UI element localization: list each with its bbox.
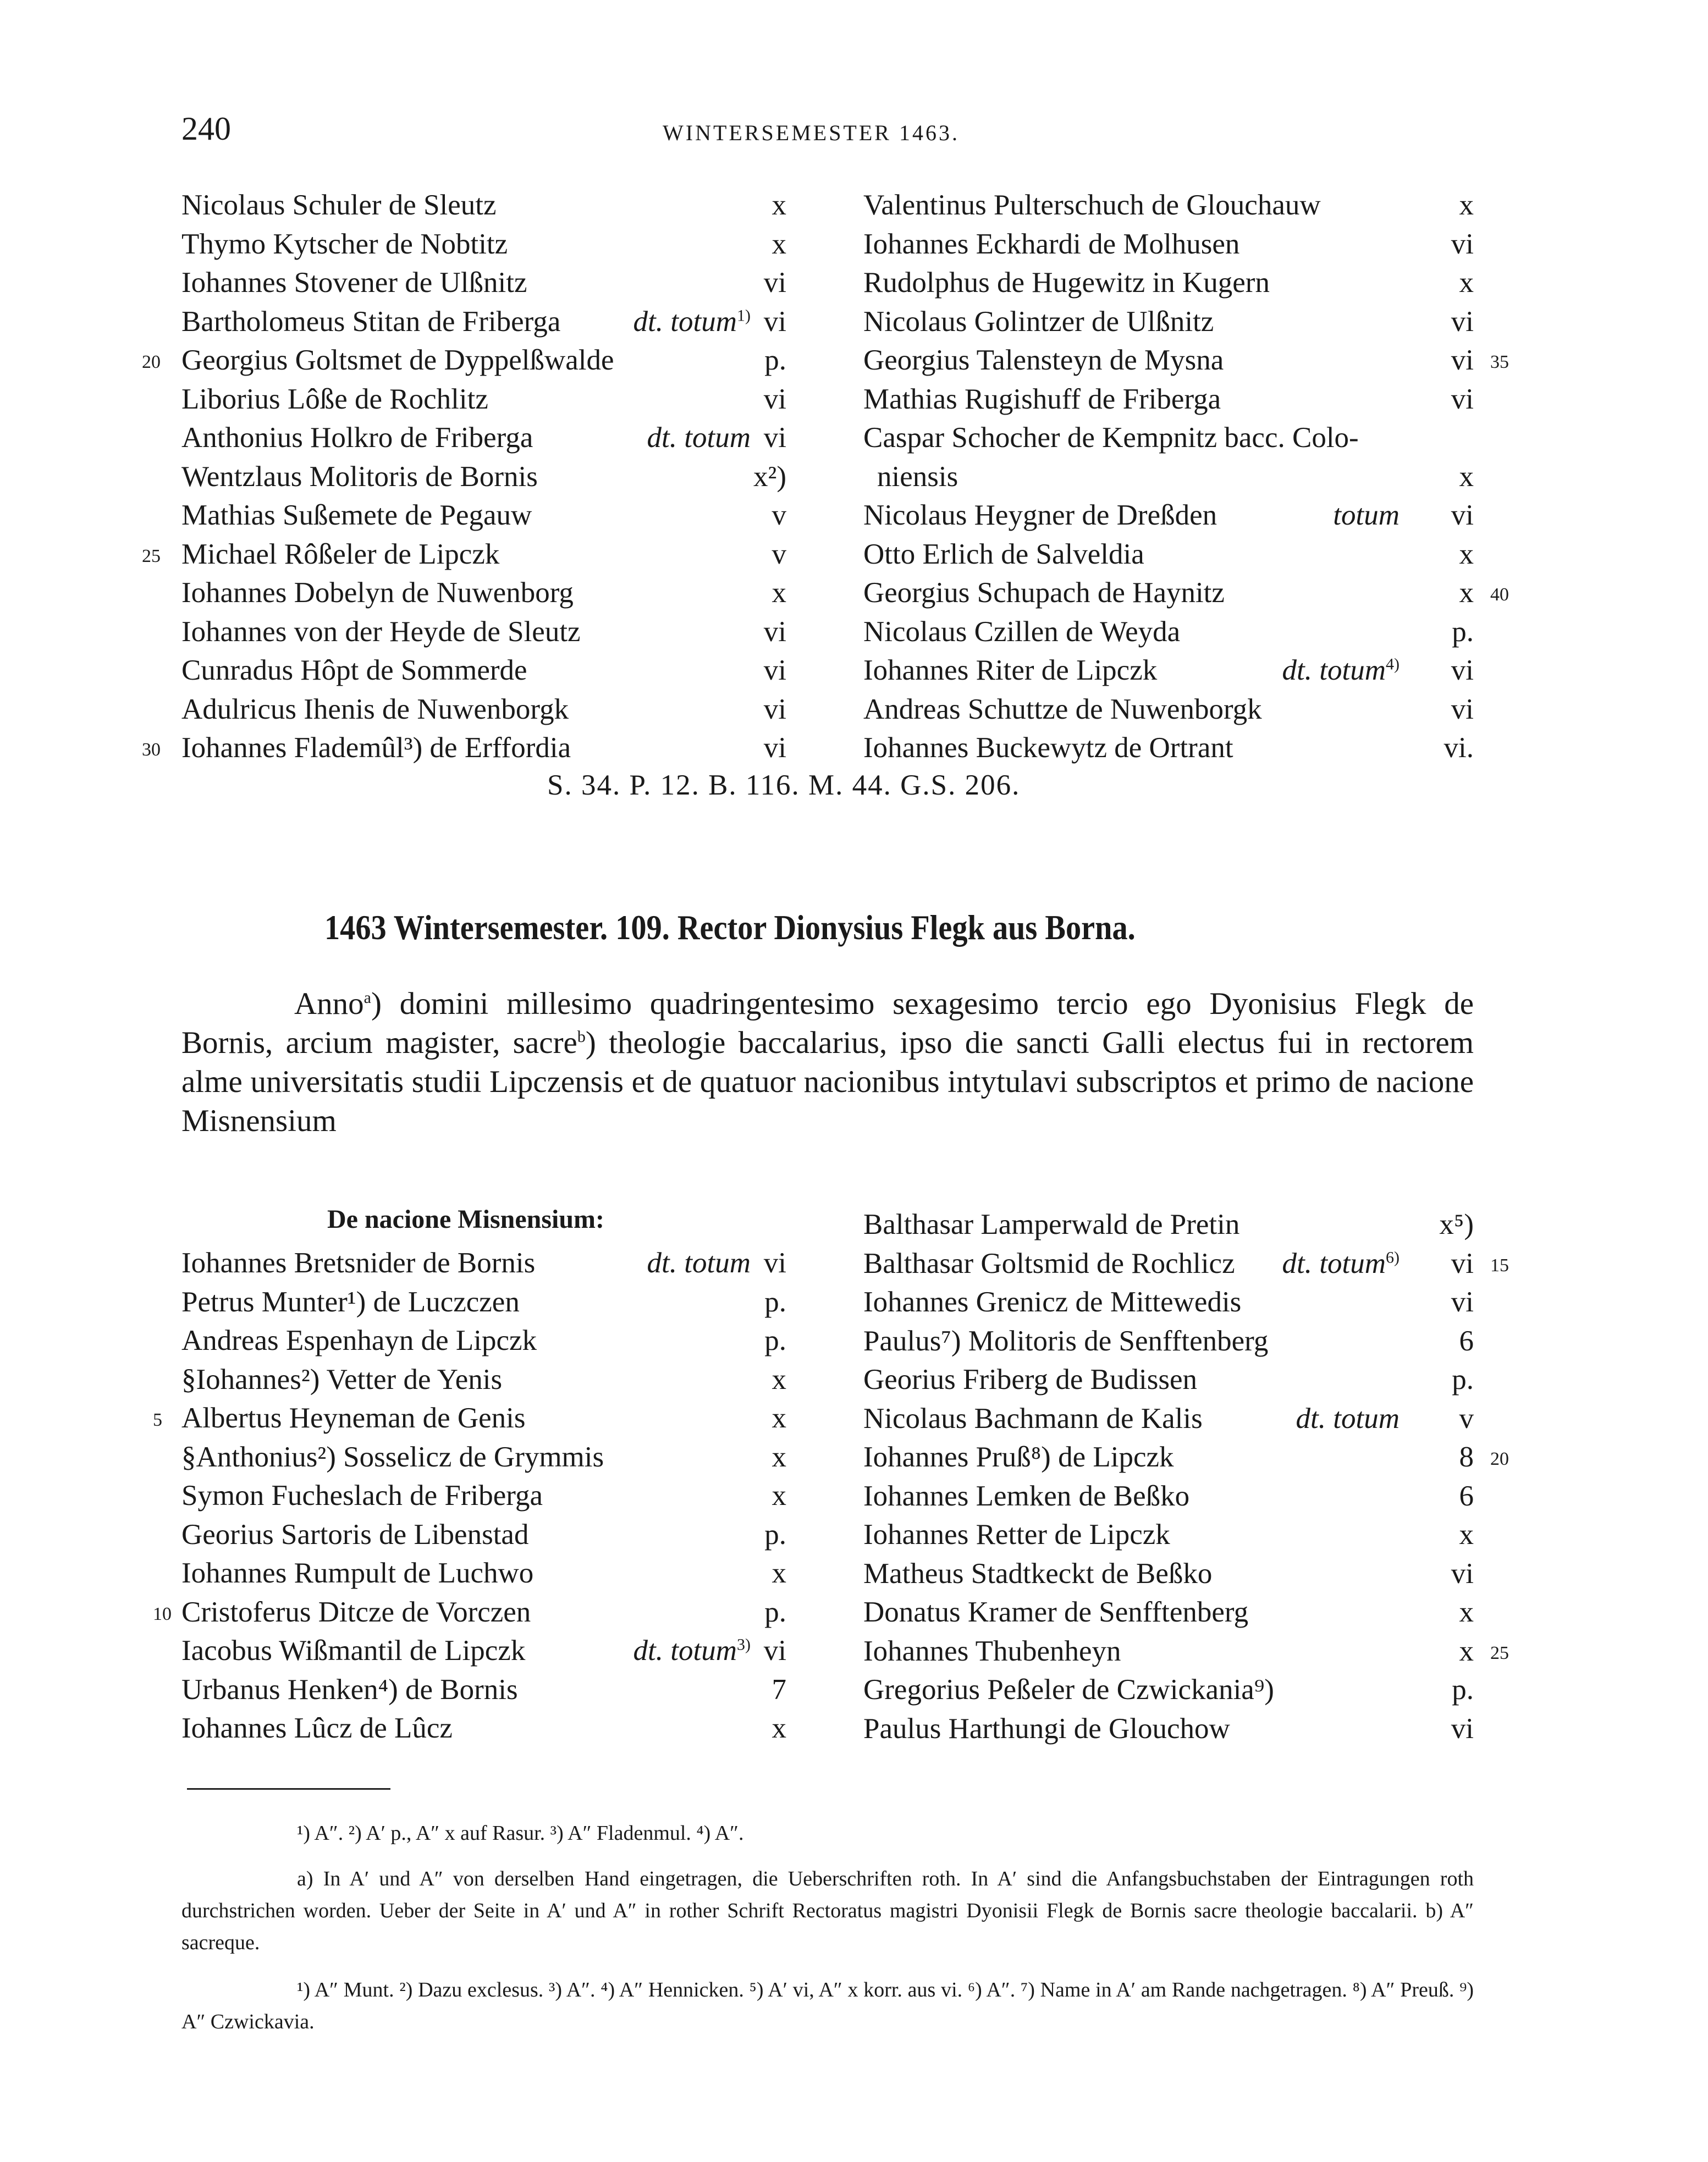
- student-name: Iohannes Pruß⁸) de Lipczk: [863, 1441, 1174, 1473]
- list-item: [181, 341, 786, 379]
- fee-mark: p.: [1452, 1364, 1474, 1396]
- payment-note: dt. totum: [647, 1247, 751, 1279]
- student-name: Nicolaus Schuler de Sleutz: [181, 189, 497, 221]
- student-name: Mathias Sußemete de Pegauw: [181, 499, 532, 531]
- fee-mark: x: [772, 228, 786, 260]
- fee-mark: x: [772, 1480, 786, 1512]
- fee-mark: x: [1459, 1596, 1474, 1628]
- intro-paragraph: Anno$^a$) domini millesimo quadringentesimo sexagesimo tercio ego Dyonisius Flegk de Bornis, arcium magister, sacre$^b$) theologie baccalarius, ipso die sancti Galli electus fui in rectorem alme universitatis studii Lipczensis et de quatuor nacionibus intytulavi subscriptos et primo de nacione Misnensium: [181, 986, 1474, 1138]
- fee-mark: p.: [764, 1518, 786, 1551]
- student-name: Donatus Kramer de Senfftenberg: [863, 1596, 1249, 1628]
- list-item: [181, 1399, 786, 1437]
- student-name: Iohannes von der Heyde de Sleutz: [181, 615, 581, 648]
- fee-mark: 6: [1459, 1480, 1474, 1512]
- line-number: 10: [153, 1603, 172, 1624]
- list-item: [181, 613, 786, 651]
- list-item: [181, 1438, 786, 1476]
- list-item: [181, 263, 786, 302]
- list-item: [863, 1205, 1474, 1244]
- student-name: Iohannes Flademûl³) de Erffordia: [181, 732, 571, 764]
- fee-mark: x: [1459, 460, 1474, 493]
- footnote-rule: [187, 1788, 390, 1790]
- nation-subheading: De nacione Misnensium:: [327, 1205, 604, 1234]
- list-item: [181, 496, 786, 534]
- payment-note: totum: [1333, 499, 1400, 531]
- list-item: [181, 1709, 786, 1747]
- student-name: Petrus Munter¹) de Luczczen: [181, 1286, 520, 1318]
- student-name: Adulricus Ihenis de Nuwenborgk: [181, 693, 569, 725]
- list-item: [863, 263, 1474, 302]
- list-item: [181, 651, 786, 690]
- payment-note: dt. totum$^{1)}$: [633, 305, 751, 338]
- list-item: [863, 457, 1474, 496]
- fee-mark: v: [772, 538, 786, 570]
- fee-mark: x: [1459, 538, 1474, 570]
- line-number: 25: [142, 545, 161, 566]
- list-item: [863, 729, 1474, 767]
- student-name: Georgius Goltsmet de Dyppelßwalde: [181, 344, 614, 376]
- fee-mark: vi.: [1443, 732, 1474, 764]
- list-item: [181, 729, 786, 767]
- fee-mark: vi: [763, 693, 786, 725]
- student-name: Iohannes Dobelyn de Nuwenborg: [181, 577, 574, 609]
- list-item: [181, 1321, 786, 1360]
- student-name: Nicolaus Heygner de Dreßden: [863, 499, 1217, 531]
- list-item: [181, 186, 786, 224]
- student-name: Urbanus Henken⁴) de Bornis: [181, 1673, 518, 1706]
- list-item: [181, 1283, 786, 1321]
- fee-mark: vi: [763, 305, 786, 338]
- student-name: Thymo Kytscher de Nobtitz: [181, 228, 508, 260]
- fee-mark: p.: [764, 344, 786, 376]
- student-name: Paulus⁷) Molitoris de Senfftenberg: [863, 1325, 1269, 1357]
- student-name: Iohannes Eckhardi de Molhusen: [863, 228, 1240, 260]
- student-name: Andreas Schuttze de Nuwenborgk: [863, 693, 1262, 725]
- list-item: [863, 380, 1474, 418]
- student-name: Iohannes Grenicz de Mittewedis: [863, 1286, 1242, 1318]
- fee-mark: vi: [1451, 344, 1474, 376]
- student-name: Caspar Schocher de Kempnitz bacc. Colo-: [863, 422, 1359, 454]
- line-number: 15: [1490, 1255, 1509, 1276]
- student-name: Valentinus Pulterschuch de Glouchauw: [863, 189, 1321, 221]
- line-number: 20: [1490, 1449, 1509, 1469]
- list-item: [863, 225, 1474, 263]
- list-item: [181, 535, 786, 573]
- student-name: Iohannes Lemken de Beßko: [863, 1480, 1190, 1512]
- line-number: 35: [1490, 352, 1509, 372]
- fee-mark: x⁵): [1439, 1209, 1474, 1240]
- list-item: [863, 1477, 1474, 1515]
- fee-mark: vi: [1451, 1557, 1474, 1590]
- student-name: §Iohannes²) Vetter de Yenis: [181, 1363, 503, 1396]
- payment-note: dt. totum$^{4)}$: [1282, 654, 1400, 686]
- fee-mark: vi: [763, 422, 786, 454]
- fee-mark: vi: [763, 1247, 786, 1279]
- fee-mark: vi: [1451, 1247, 1474, 1279]
- list-item: [181, 1476, 786, 1515]
- fee-mark: vi: [1451, 693, 1474, 725]
- fee-mark: vi: [1451, 654, 1474, 686]
- list-item: [863, 613, 1474, 651]
- footnote-block-1: ¹) A″. ²) A′ p., A″ x auf Rasur. ³) A″ Fladenmul. ⁴) A″.: [297, 1822, 744, 1845]
- list-item: [863, 496, 1474, 534]
- line-number: 25: [1490, 1642, 1509, 1663]
- line-number: 5: [153, 1410, 162, 1430]
- list-item: [863, 1283, 1474, 1321]
- section-heading: 1463 Wintersemester. 109. Rector Dionysius Flegk aus Borna.: [324, 908, 1136, 947]
- fee-mark: x: [772, 1363, 786, 1396]
- fee-mark: vi: [763, 732, 786, 764]
- list-item: [181, 1670, 786, 1709]
- fee-mark: x: [1459, 1519, 1474, 1551]
- student-name: Albertus Heyneman de Genis: [181, 1402, 526, 1434]
- student-name: Nicolaus Bachmann de Kalis: [863, 1402, 1203, 1435]
- fee-mark: x: [772, 189, 786, 221]
- student-name: Iohannes Riter de Lipczk: [863, 654, 1158, 686]
- student-name: Nicolaus Golintzer de Ulßnitz: [863, 305, 1214, 338]
- fee-mark: 8: [1459, 1441, 1474, 1473]
- fee-mark: p.: [764, 1596, 786, 1628]
- student-name: Georius Sartoris de Libenstad: [181, 1518, 529, 1551]
- fee-mark: vi: [763, 267, 786, 299]
- fee-mark: vi: [1451, 305, 1474, 338]
- student-name: Symon Fucheslach de Friberga: [181, 1480, 543, 1512]
- list-item: [181, 1554, 786, 1592]
- student-name: Bartholomeus Stitan de Friberga: [181, 305, 561, 338]
- list-item: [863, 1554, 1474, 1593]
- list-item: [181, 225, 786, 263]
- fee-mark: vi: [1451, 1286, 1474, 1318]
- fee-mark: x: [772, 1441, 786, 1473]
- list-item: [863, 1399, 1474, 1438]
- list-item: [863, 1322, 1474, 1360]
- student-name: Balthasar Lamperwald de Pretin: [863, 1209, 1240, 1240]
- list-item: [181, 1593, 786, 1631]
- list-item: [181, 573, 786, 612]
- fee-mark: 7: [772, 1673, 786, 1706]
- list-item: [863, 573, 1474, 612]
- list-item: [181, 690, 786, 729]
- fee-mark: p.: [764, 1286, 786, 1318]
- student-name: Georgius Talensteyn de Mysna: [863, 344, 1224, 376]
- list-item: [863, 690, 1474, 729]
- fee-mark: x: [1459, 577, 1474, 609]
- student-name: Georgius Schupach de Haynitz: [863, 577, 1225, 609]
- student-name: Liborius Lôße de Rochlitz: [181, 383, 488, 415]
- list-item: [181, 380, 786, 418]
- student-name: Mathias Rugishuff de Friberga: [863, 383, 1221, 415]
- fee-mark: x: [772, 1712, 786, 1744]
- fee-mark: x: [772, 1557, 786, 1589]
- list-item: [863, 535, 1474, 573]
- student-name: Anthonius Holkro de Friberga: [181, 422, 533, 454]
- list-item: [863, 1670, 1474, 1709]
- student-name: Matheus Stadtkeckt de Beßko: [863, 1557, 1213, 1590]
- list-item: [863, 302, 1474, 341]
- list-item: [863, 651, 1474, 690]
- fee-mark: vi: [1451, 1712, 1474, 1745]
- student-name: §Anthonius²) Sosselicz de Grymmis: [181, 1441, 604, 1473]
- student-name: Wentzlaus Molitoris de Bornis: [181, 460, 538, 493]
- footnote-block-2: a) In A′ und A″ von derselben Hand eingetragen, die Ueberschriften roth. In A′ sind die Anfangsbuchstaben der Eintragungen roth durchstrichen worden. Ueber der Seite in A′ und A″ in rother Schrift Rectoratus magistri Dyonisii Flegk de Bornis sacre theologie baccalarii. b) A″ sacreque.: [181, 1867, 1474, 1954]
- student-name: Nicolaus Czillen de Weyda: [863, 615, 1181, 648]
- fee-mark: x: [772, 577, 786, 609]
- student-name: Iohannes Bretsnider de Bornis: [181, 1247, 536, 1279]
- fee-mark: x: [1459, 1635, 1474, 1667]
- line-number: 20: [142, 352, 161, 372]
- student-name: Otto Erlich de Salveldia: [863, 538, 1144, 570]
- student-name: Georius Friberg de Budissen: [863, 1364, 1197, 1396]
- payment-note: dt. totum: [1296, 1402, 1400, 1435]
- list-item: [863, 1593, 1474, 1631]
- fee-mark: p.: [1452, 615, 1474, 648]
- fee-mark: x: [1459, 267, 1474, 299]
- fee-mark: vi: [763, 383, 786, 415]
- student-name: Balthasar Goltsmid de Rochlicz: [863, 1247, 1235, 1279]
- fee-mark: v: [1459, 1402, 1474, 1435]
- fee-mark: x: [772, 1402, 786, 1434]
- student-name: Gregorius Peßeler de Czwickania⁹): [863, 1674, 1274, 1706]
- fee-mark: v: [772, 499, 786, 531]
- list-item: [863, 341, 1474, 379]
- list-item: [863, 186, 1474, 224]
- fee-mark: 6: [1459, 1325, 1474, 1357]
- list-item: [863, 1360, 1474, 1399]
- fee-mark: x²): [753, 460, 786, 493]
- fee-mark: vi: [1451, 499, 1474, 531]
- fee-mark: p.: [1452, 1674, 1474, 1706]
- student-name: Iacobus Wißmantil de Lipczk: [181, 1635, 526, 1667]
- student-name: Paulus Harthungi de Glouchow: [863, 1712, 1230, 1745]
- list-item: [181, 418, 786, 457]
- line-number: 30: [142, 740, 161, 760]
- student-name: niensis: [877, 460, 958, 493]
- footnote-block-3: ¹) A″ Munt. ²) Dazu exclesus. ³) A″. ⁴) A″ Hennicken. ⁵) A′ vi, A″ x korr. aus vi. ⁶) A″. ⁷) Name in A′ am Rande nachgetragen. ⁸) A″ Preuß. ⁹) A″ Czwickavia.: [181, 1978, 1474, 2033]
- student-name: Iohannes Thubenheyn: [863, 1635, 1121, 1667]
- fee-mark: vi: [763, 654, 786, 686]
- student-name: Rudolphus de Hugewitz in Kugern: [863, 267, 1270, 299]
- list-item: [863, 1709, 1474, 1748]
- list-item: [181, 302, 786, 341]
- student-name: Iohannes Rumpult de Luchwo: [181, 1557, 534, 1589]
- fee-mark: vi: [763, 615, 786, 648]
- list-item: [863, 1438, 1474, 1476]
- student-name: Iohannes Stovener de Ulßnitz: [181, 267, 527, 299]
- student-name: Iohannes Lûcz de Lûcz: [181, 1712, 453, 1744]
- student-name: Cunradus Hôpt de Sommerde: [181, 654, 527, 686]
- payment-note: dt. totum$^{6)}$: [1282, 1247, 1400, 1279]
- running-head: WINTERSEMESTER 1463.: [663, 120, 960, 145]
- page-number: 240: [181, 111, 231, 147]
- line-number: 40: [1490, 584, 1509, 605]
- student-name: Iohannes Buckewytz de Ortrant: [863, 732, 1233, 764]
- payment-note: dt. totum$^{3)}$: [633, 1635, 751, 1667]
- student-name: Cristoferus Ditcze de Vorczen: [181, 1596, 531, 1628]
- fee-mark: vi: [1451, 383, 1474, 415]
- student-name: Michael Rôßeler de Lipczk: [181, 538, 500, 570]
- payment-note: dt. totum: [647, 422, 751, 454]
- fee-mark: vi: [1451, 228, 1474, 260]
- list-item: [181, 1631, 786, 1670]
- list-item: [863, 418, 1474, 457]
- fee-mark: vi: [763, 1635, 786, 1667]
- list-item: [863, 1244, 1474, 1283]
- student-name: Iohannes Retter de Lipczk: [863, 1519, 1170, 1551]
- list-item: [863, 1515, 1474, 1554]
- fee-mark: x: [1459, 189, 1474, 221]
- list-item: [181, 457, 786, 496]
- list-item: [181, 1244, 786, 1282]
- list-item: [863, 1632, 1474, 1670]
- fee-mark: p.: [764, 1325, 786, 1356]
- list-item: [181, 1360, 786, 1399]
- list-item: [181, 1515, 786, 1554]
- semester-summary: S. 34. P. 12. B. 116. M. 44. G.S. 206.: [547, 769, 1021, 801]
- student-name: Andreas Espenhayn de Lipczk: [181, 1325, 537, 1356]
